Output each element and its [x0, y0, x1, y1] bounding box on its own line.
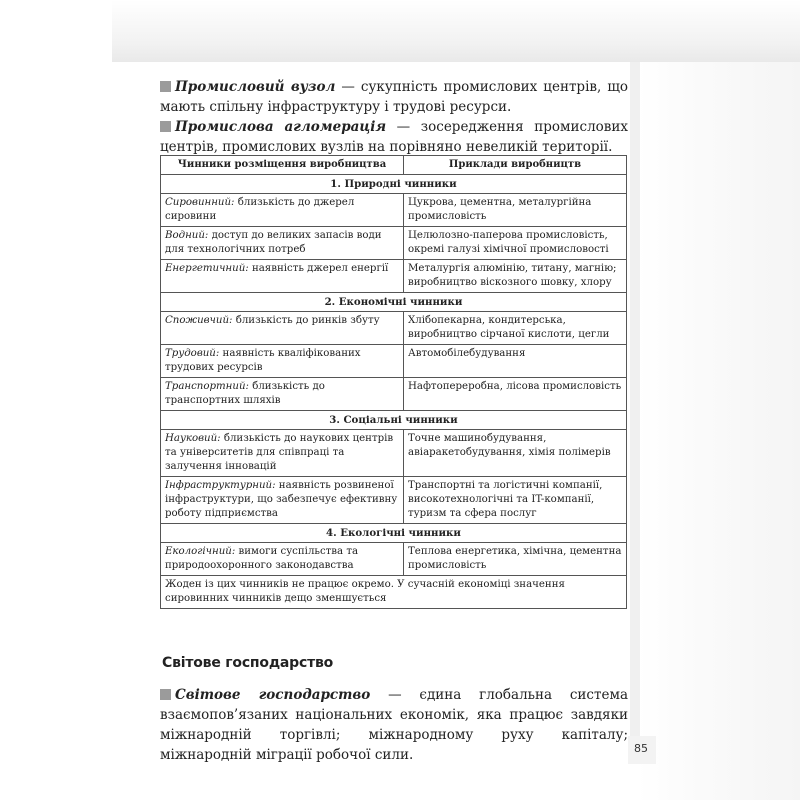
table-row [161, 227, 627, 260]
examples-cell: Точне машинобудування, авіаракетобудування, хімія полімерів [404, 430, 627, 477]
table-row [161, 477, 627, 524]
factor-desc: наявність кваліфікованих трудових ресурсів [165, 348, 361, 373]
factor-name: Споживчий: [165, 315, 233, 326]
factor-desc: близькість до джерел сировини [165, 197, 355, 222]
examples-cell: Транспортні та логістичні компанії, високотехнологічні та IT-компанії, туризм та сфера послуг [404, 477, 627, 524]
top-decor-band [112, 0, 800, 62]
factor-name: Трудовий: [165, 348, 220, 359]
definition-text: — сукупність промислових центрів, що мають спільну інфраструктуру і трудові ресурси. [160, 79, 628, 115]
section-title: 3. Соціальні чинники [161, 411, 627, 430]
factor-name: Інфраструктурний: [165, 480, 276, 491]
table-row [161, 312, 627, 345]
factor-name: Енергетичний: [165, 263, 249, 274]
table-row [161, 260, 627, 293]
factor-name: Науковий: [165, 433, 221, 444]
examples-cell: Металургія алюмінію, титану, магнію; виробництво віскозного шовку, хлору [404, 260, 627, 293]
table-footnote-row [161, 576, 627, 609]
definition-world-economy [160, 685, 628, 765]
factor-name: Транспортний: [165, 381, 249, 392]
factor-cell [161, 543, 404, 576]
square-bullet-icon [160, 689, 171, 700]
factor-desc: наявність розвиненої інфраструктури, що забезпечує ефективну роботу підприємства [165, 480, 398, 519]
page-number: 85 [634, 742, 648, 755]
term: Промислова агломерація [175, 119, 387, 135]
table-row [161, 345, 627, 378]
section-title: 4. Екологічні чинники [161, 524, 627, 543]
factor-cell [161, 430, 404, 477]
table-header-row [161, 156, 627, 175]
square-bullet-icon [160, 81, 171, 92]
section-row-economic [161, 293, 627, 312]
examples-cell: Теплова енергетика, хімічна, цементна промисловість [404, 543, 627, 576]
factor-desc: близькість до ринків збуту [232, 315, 380, 326]
table-row [161, 378, 627, 411]
section-row-natural [161, 175, 627, 194]
factor-cell [161, 378, 404, 411]
examples-cell: Цукрова, цементна, металургійна промисловість [404, 194, 627, 227]
examples-cell: Целюлозно-паперова промисловість, окремі галузі хімічної промисловості [404, 227, 627, 260]
column-header-factors: Чинники розміщення виробництва [161, 156, 404, 175]
table-row [161, 543, 627, 576]
factor-desc: доступ до великих запасів води для технологічних потреб [165, 230, 382, 255]
factor-cell [161, 194, 404, 227]
square-bullet-icon [160, 121, 171, 132]
factor-name: Сировинний: [165, 197, 235, 208]
table-row [161, 194, 627, 227]
term: Світове господарство [175, 687, 371, 703]
factor-cell [161, 477, 404, 524]
factor-desc: близькість до транспортних шляхів [165, 381, 325, 406]
factor-desc: наявність джерел енергії [248, 263, 389, 274]
column-header-examples: Приклади виробництв [404, 156, 627, 175]
definition-text: — зосередження промислових центрів, промислових вузлів на порівняно невеликій території. [160, 119, 628, 155]
section-title: 1. Природні чинники [161, 175, 627, 194]
definition-industrial-node [160, 77, 628, 117]
factor-desc: вимоги суспільства та природоохоронного законодавства [165, 546, 359, 571]
factor-cell [161, 345, 404, 378]
examples-cell: Автомобілебудування [404, 345, 627, 378]
placement-factors-table [160, 155, 627, 609]
term: Промисловий вузол [175, 79, 336, 95]
factor-name: Екологічний: [165, 546, 236, 557]
factor-desc: близькість до наукових центрів та університетів для співпраці та залучення інновацій [165, 433, 394, 472]
section-row-ecological [161, 524, 627, 543]
examples-cell: Хлібопекарна, кондитерська, виробництво сірчаної кислоти, цегли [404, 312, 627, 345]
right-margin-band [630, 62, 640, 742]
examples-cell: Нафтопереробна, лісова промисловість [404, 378, 627, 411]
factor-cell [161, 312, 404, 345]
side-decor-band [637, 62, 800, 800]
section-title: 2. Економічні чинники [161, 293, 627, 312]
definition-text: — єдина глобальна система взаємопов’язаних національних економік, яка працює завдяки міжнародній торгівлі; міжнародному руху капіталу; міжнародній міграції робочої сили. [160, 687, 628, 763]
factor-cell [161, 227, 404, 260]
section-title-world-economy: Світове господарство [162, 655, 334, 671]
table-row [161, 430, 627, 477]
factor-name: Водний: [165, 230, 209, 241]
table-footnote: Жоден із цих чинників не працює окремо. У сучасній економіці значення сировинних чинників дещо зменшується [161, 576, 627, 609]
definition-industrial-agglomeration [160, 117, 628, 157]
factor-cell [161, 260, 404, 293]
section-row-social [161, 411, 627, 430]
